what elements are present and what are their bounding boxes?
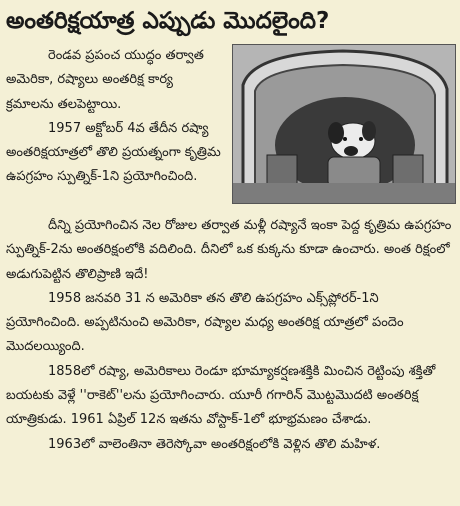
left-column <box>6 44 224 190</box>
full-width-text <box>6 214 454 457</box>
dog-in-capsule-photo <box>232 44 456 204</box>
paragraph-3: దీన్ని ప్రయోగించిన నెల రోజుల తర్వాత మళ్లీ రష్యానే ఇంకా పెద్ద కృత్రిమ ఉపగ్రహం స్పుత్నిక్-2ను అంతరిక్షంలోకి వదిలింది. దీనిలో ఒక కుక్కను కూడా ఉంచారు. అంత రిక్షంలో అడుగుపెట్టిన తొలిప్రాణి ఇదే! <box>6 218 452 282</box>
paragraph-2: 1957 అక్టోబర్ 4వ తేదీన రష్యా అంతరిక్షయాత్రలో తొలి ప్రయత్నంగా కృత్రిమ ఉపగ్రహం స్పుత్నిక్-1ని ప్రయోగించింది. <box>6 120 221 185</box>
paragraph-4: 1958 జనవరి 31 న అమెరికా తన తొలి ఉపగ్రహం ఎక్స్‌ప్లోరర్-1ని ప్రయోగించింది. అప్పటినుంచి అమెరికా, రష్యాల మధ్య అంతరిక్ష యాత్రలో పందెం మొదలయ్యింది. <box>6 290 404 355</box>
paragraph-1: రెండవ ప్రపంచ యుద్ధం తర్వాత అమెరికా, రష్యాలు అంతరిక్ష కార్య క్రమాలను తలపెట్టాయి. <box>6 48 204 112</box>
paragraph-5: 1858లో రష్యా, అమెరికాలు రెండూ భూమ్యాకర్షణశక్తికి మించిన రెట్టింపు శక్తితో బయటకు వెళ్లే ''రాకెట్''లను ప్రయోగించారు. యూరీ గగారిన్ మొట్టమొదటి అంతరిక్ష యాత్రికుడు. 1961 ఏప్రిల్ 12న ఇతను వోస్టాక్-1లో భూభ్రమణం చేశాడు. <box>6 363 436 428</box>
photo-illustration <box>233 45 455 203</box>
article-title: అంతరిక్షయాత్ర ఎప్పుడు మొదలైంది? <box>6 8 330 34</box>
paragraph-6: 1963లో వాలెంతినా తెరెస్కోవా అంతరిక్షంలోకి వెళ్లిన తొలి మహిళ. <box>48 436 381 452</box>
